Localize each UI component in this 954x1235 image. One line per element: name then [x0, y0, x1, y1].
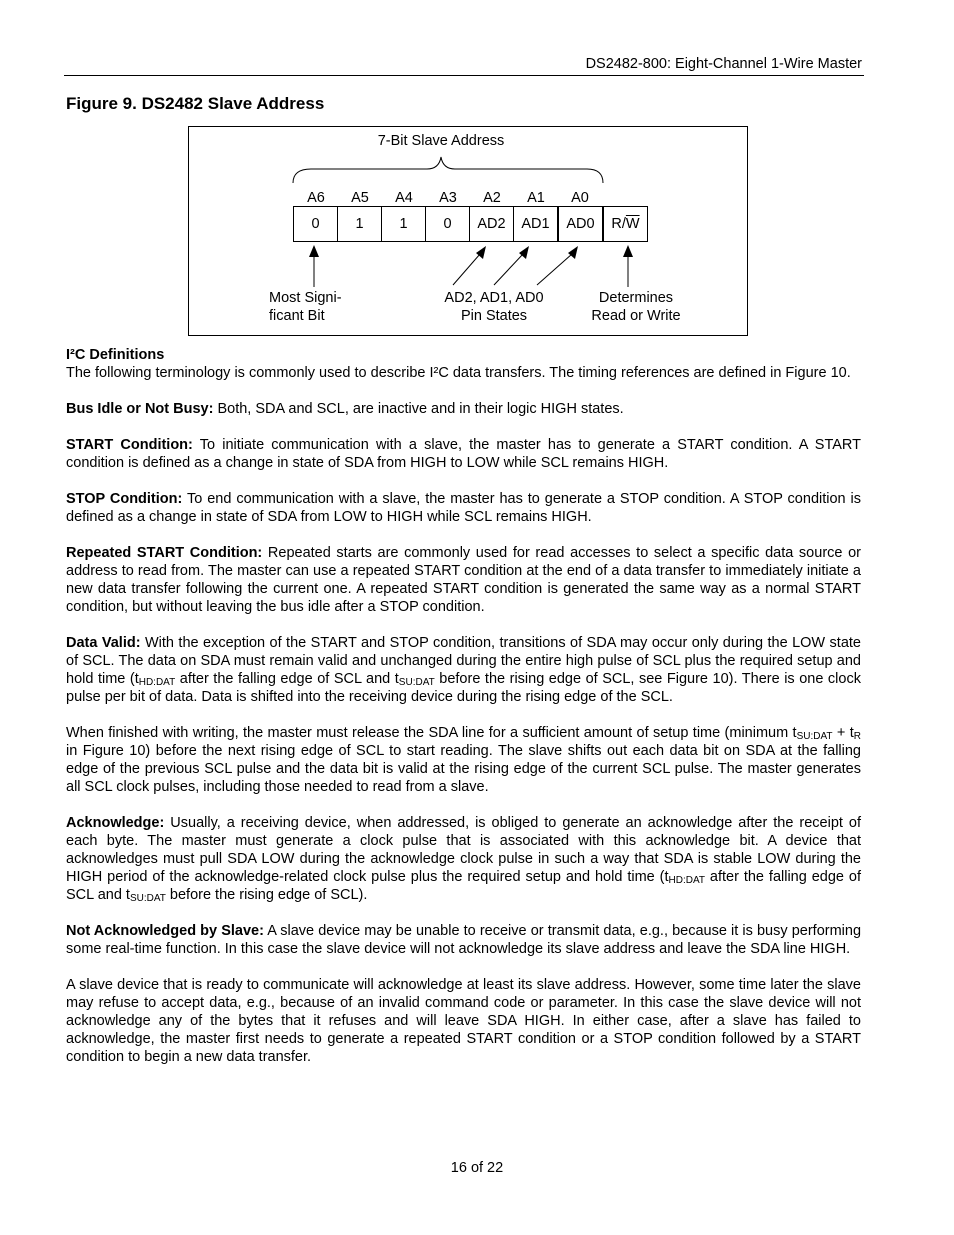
- data-valid-text-2: after the falling edge of SCL and t: [175, 671, 399, 687]
- bit-cell-a3: 0: [425, 206, 470, 242]
- rw-desc-line1: Determines: [598, 290, 674, 306]
- stop-paragraph: [66, 490, 861, 526]
- bit-name-a2: A2: [483, 190, 501, 206]
- bit-name-a3: A3: [439, 190, 457, 206]
- header-rule: [64, 75, 864, 76]
- seven-bit-label: 7-Bit Slave Address: [377, 133, 505, 149]
- ad0-arrow-shaft: [537, 254, 572, 285]
- i2c-heading: I²C Definitions: [66, 347, 165, 363]
- bit-name-a4: A4: [395, 190, 413, 206]
- writing-sub-1: SU:DAT: [796, 731, 833, 742]
- data-valid-sub-1: HD:DAT: [138, 677, 176, 688]
- acknowledge-sub-2: SU:DAT: [129, 893, 166, 904]
- pins-label: [434, 289, 554, 325]
- page-number: 16 of 22: [450, 1160, 504, 1176]
- rw-label: [611, 216, 639, 232]
- pins-label-line2: Pin States: [460, 308, 528, 324]
- start-term: START Condition:: [66, 437, 193, 453]
- bit-cell-a4: 1: [381, 206, 426, 242]
- rw-write-overline: $\overline{W}$: [625, 216, 640, 232]
- address-brace: [293, 157, 603, 183]
- final-paragraph: A slave device that is ready to communicate will acknowledge at least its slave address. However, some time later the slave may refuse to accept data, e.g., because of an invalid command code or parameter. In this case the slave device will not acknowledge any of the bytes that it refuses and will leave SDA HIGH. In either case, after a slave has failed to acknowledge, the master first needs to generate a repeated START condition or a STOP condition followed by a START condition to begin a new data transfer.: [66, 977, 861, 1065]
- acknowledge-term: Acknowledge:: [66, 815, 165, 831]
- stop-text: To end communication with a slave, the master has to generate a STOP condition. A STOP condition is defined as a change in state of SDA from LOW to HIGH while SCL remains HIGH.: [66, 491, 861, 525]
- bit-name-a6: A6: [307, 190, 325, 206]
- nack-text: A slave device may be unable to receive or transmit data, e.g., because it is busy performing some real-time function. In this case the slave device will not acknowledge its slave address and leave the SDA line HIGH.: [66, 923, 862, 957]
- msb-label-line2: ficant Bit: [269, 308, 325, 324]
- rw-desc-line2: Read or Write: [591, 308, 681, 324]
- i2c-intro: The following terminology is commonly used to describe I²C data transfers. The timing references are defined in Figure 10.: [66, 365, 851, 381]
- bit-name-a0: A0: [571, 190, 589, 206]
- acknowledge-sub-1: HD:DAT: [668, 875, 705, 886]
- writing-text-1: When finished with writing, the master must release the SDA line for a sufficient amount of setup time (minimum t: [66, 725, 797, 741]
- bit-cell-a6: 0: [293, 206, 338, 242]
- repeated-start-paragraph: [66, 544, 861, 616]
- rw-arrow-head: [623, 245, 633, 257]
- start-paragraph: [66, 436, 861, 472]
- rw-text: $R/\overline{W}$: [611, 216, 640, 232]
- figure-title: Figure 9. DS2482 Slave Address: [66, 94, 325, 113]
- bit-cell-a1: AD1: [513, 206, 558, 242]
- bit-cell-a5: 1: [337, 206, 382, 242]
- bus-idle-term: Bus Idle or Not Busy:: [66, 401, 214, 417]
- bit-name-a1: A1: [527, 190, 545, 206]
- data-valid-sub-2: SU:DAT: [398, 677, 435, 688]
- nack-paragraph: [66, 922, 861, 958]
- bit-cell-rw: [603, 206, 648, 242]
- acknowledge-paragraph: [66, 814, 861, 904]
- data-valid-paragraph: [66, 634, 861, 706]
- nack-term: Not Acknowledged by Slave:: [66, 923, 264, 939]
- acknowledge-text-1: Usually, a receiving device, when addressed, is obliged to generate an acknowledge after the receipt of each byte. The master must generate a clock pulse that is associated with this acknowledge bit. A device that acknowledges must pull SDA LOW during the acknowledge clock pulse in such a way that SDA is stable LOW during the HIGH period of the acknowledge-related clock pulse plus the required setup and hold time (t: [66, 815, 861, 885]
- msb-label-line1: Most Signi-: [269, 290, 342, 306]
- data-valid-text-3: before the rising edge of SCL, see Figure 10). There is one clock pulse per bit of data. Data is shifted into the receiving device during the rising edge of the SCL.: [66, 671, 861, 705]
- msb-arrow-head: [309, 245, 319, 257]
- header-title: DS2482-800: Eight-Channel 1-Wire Master: [585, 56, 862, 72]
- repeated-start-text: Repeated starts are commonly used for read accesses to select a specific data source or address to read from. The master can use a repeated START condition at the end of a data transfer to immediately initiate a new data transfer following the current one. A repeated START condition is generated the same way as a normal START condition, but without leaving the bus idle after a STOP condition.: [66, 545, 861, 615]
- msb-label: [269, 289, 342, 325]
- start-text: To initiate communication with a slave, the master has to generate a START condition. A START condition is defined as a change in state of SDA from HIGH to LOW while SCL remains HIGH.: [66, 437, 861, 471]
- repeated-start-term: Repeated START Condition:: [66, 545, 263, 561]
- writing-sub-2: R: [853, 731, 861, 742]
- ad2-arrow-shaft: [453, 254, 480, 285]
- body-text: [66, 346, 861, 1084]
- slave-address-figure: [188, 126, 748, 336]
- stop-term: STOP Condition:: [66, 491, 183, 507]
- ad0-arrow-head: [568, 246, 578, 259]
- bus-idle-text: Both, SDA and SCL, are inactive and in their logic HIGH states.: [217, 401, 624, 417]
- bit-cell-a2: AD2: [469, 206, 514, 242]
- bus-idle-paragraph: [66, 400, 861, 418]
- writing-text-2: + t: [832, 725, 854, 741]
- rw-desc-label: [581, 289, 691, 325]
- writing-text-3: in Figure 10) before the next rising edge of SCL to start reading. The slave shifts out each data bit on SDA at the falling edge of the previous SCL pulse and the data bit is valid at the rising edge of the current SCL pulse. The master generates all SCL clock pulses, including those needed to read from a slave.: [66, 743, 861, 795]
- data-valid-text-1: With the exception of the START and STOP condition, transitions of SDA may occur only during the LOW state of SCL. The data on SDA must remain valid and unchanged during the entire high pulse of SCL plus the required setup and hold time (t: [66, 635, 861, 687]
- acknowledge-text-2: after the falling edge of SCL and t: [66, 869, 861, 903]
- bit-cell-a0: AD0: [558, 206, 603, 242]
- writing-paragraph: [66, 724, 861, 796]
- data-valid-term: Data Valid:: [66, 635, 141, 651]
- bit-name-a5: A5: [351, 190, 369, 206]
- pins-label-line1: AD2, AD1, AD0: [444, 290, 544, 306]
- ad1-arrow-shaft: [494, 254, 523, 285]
- acknowledge-text-3: before the rising edge of SCL).: [165, 887, 368, 903]
